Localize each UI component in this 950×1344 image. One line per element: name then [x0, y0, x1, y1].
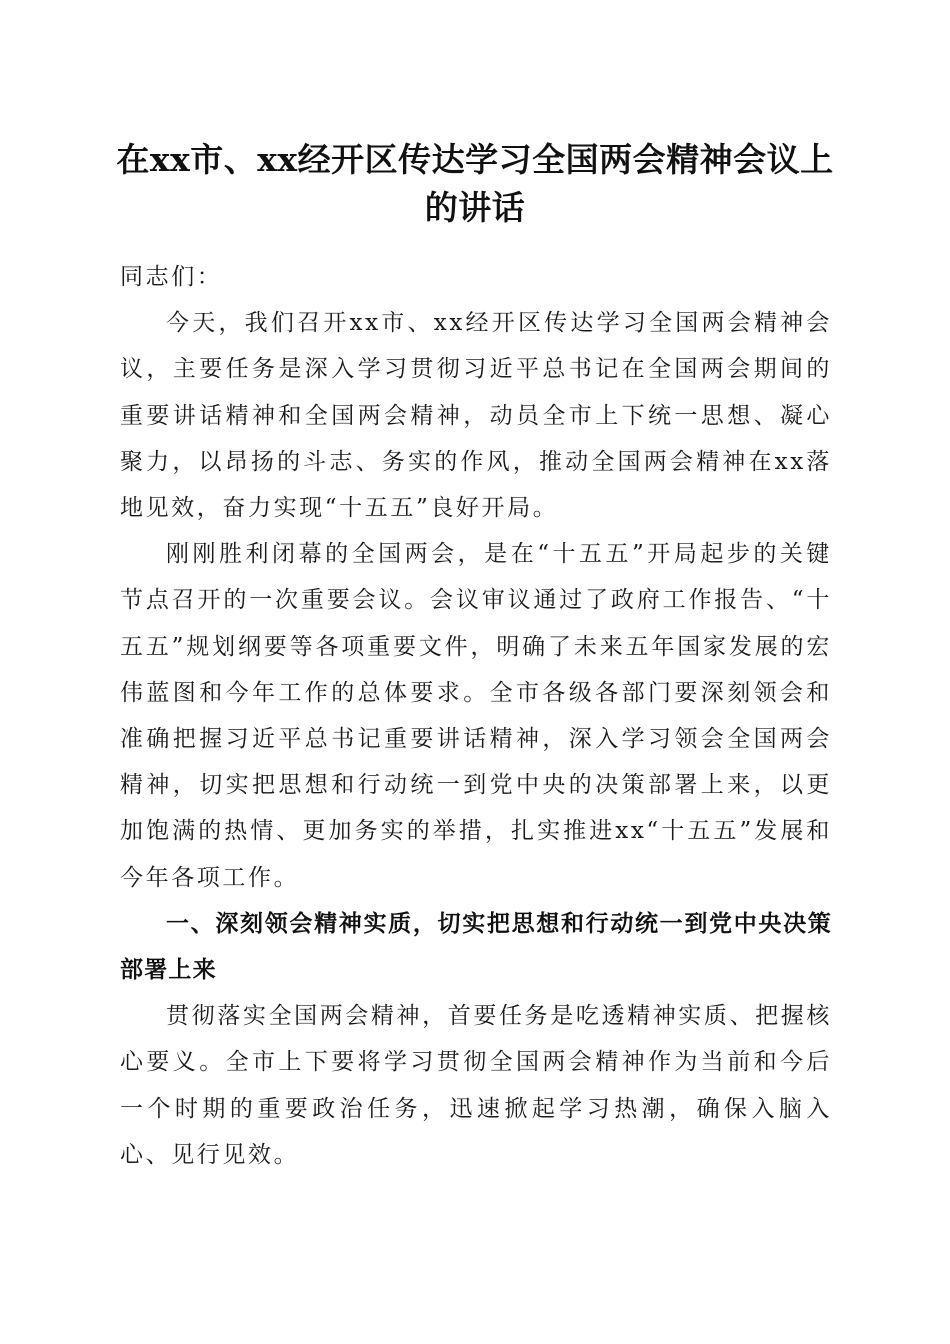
section-paragraph: 贯彻落实全国两会精神，首要任务是吃透精神实质、把握核心要义。全市上下要将学习贯彻全国两会精神作为当前和今后一个时期的重要政治任务，迅速掀起学习热潮，确保入脑入心、见行见效。	[120, 1003, 832, 1168]
salutation: 同志们：	[120, 264, 223, 290]
section-heading: 一、深刻领会精神实质，切实把思想和行动统一到党中央决策部署上来	[120, 910, 832, 984]
paragraph-background: 刚刚胜利闭幕的全国两会，是在“十五五”开局起步的关键节点召开的一次重要会议。会议审议通过了政府工作报告、“十五五”规划纲要等各项重要文件，明确了未来五年国家发展的宏伟蓝图和今年工作的总体要求。全市各级各部门要深刻领会和准确把握习近平总书记重要讲话精神，深入学习领会全国两会精神，切实把思想和行动统一到党中央的决策部署上来，以更加饱满的热情、更加务实的举措，扎实推进xx“十五五”发展和今年各项工作。	[120, 541, 832, 891]
document-title: 在xx市、xx经开区传达学习全国两会精神会议上的讲话	[116, 140, 834, 227]
paragraph-intro: 今天，我们召开xx市、xx经开区传达学习全国两会精神会议，主要任务是深入学习贯彻习近平总书记在全国两会期间的重要讲话精神和全国两会精神，动员全市上下统一思想、凝心聚力，以昂扬的斗志、务实的作风，推动全国两会精神在xx落地见效，奋力实现“十五五”良好开局。	[120, 310, 832, 522]
document-body	[120, 254, 832, 1178]
